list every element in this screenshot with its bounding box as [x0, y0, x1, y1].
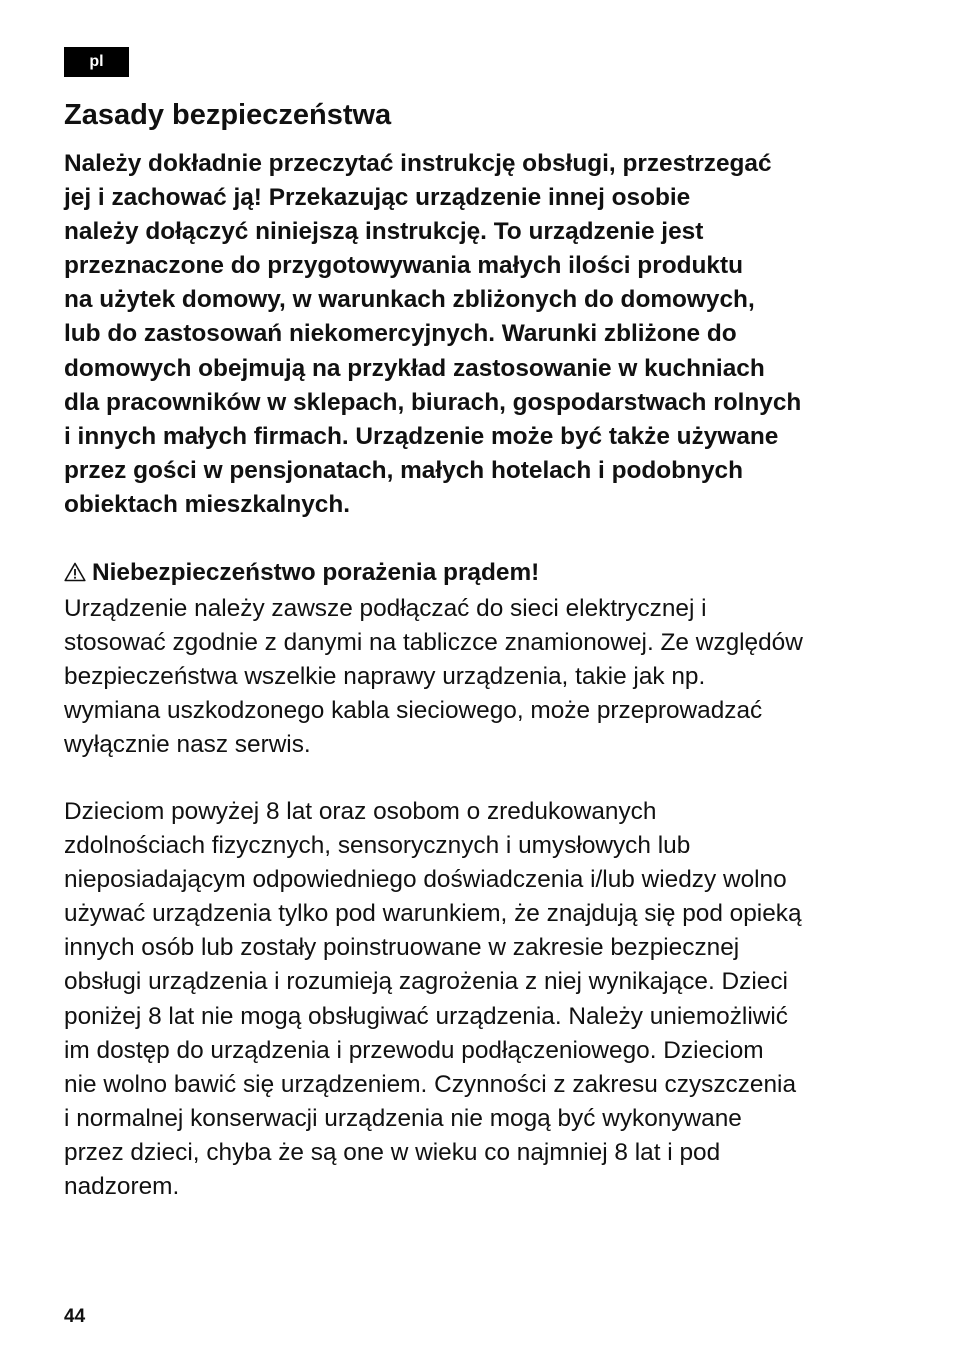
- intro-line: Należy dokładnie przeczytać instrukcję obsługi, przestrzegać: [64, 150, 772, 177]
- electric-shock-warning: [64, 556, 803, 763]
- children-line: obsługi urządzenia i rozumieją zagrożenia z niej wynikające. Dzieci: [64, 968, 788, 996]
- children-line: zdolnościach fizycznych, sensorycznych i umysłowych lub: [64, 832, 691, 860]
- intro-line: należy dołączyć niniejszą instrukcję. To urządzenie jest: [64, 218, 704, 246]
- children-line: przez dzieci, chyba że są one w wieku co najmniej 8 lat i pod: [64, 1138, 721, 1166]
- children-line: nie wolno bawić się urządzeniem. Czynności z zakresu czyszczenia: [64, 1070, 797, 1098]
- children-safety-paragraph: [64, 795, 802, 1204]
- children-line: poniżej 8 lat nie mogą obsługiwać urządzenia. Należy uniemożliwić: [64, 1002, 788, 1030]
- warning-heading-text: Niebezpieczeństwo porażenia prądem!: [92, 559, 540, 586]
- warning-line: Urządzenie należy zawsze podłączać do sieci elektrycznej i: [64, 595, 707, 623]
- intro-line: i innych małych firmach. Urządzenie może być także używane: [64, 422, 779, 450]
- page-number: 44: [64, 1306, 86, 1327]
- intro-line: obiektach mieszkalnych.: [64, 490, 351, 518]
- intro-line: lub do zastosowań niekomercyjnych. Warunki zbliżone do: [64, 320, 737, 348]
- children-line: używać urządzenia tylko pod warunkiem, że znajdują się pod opieką: [64, 900, 802, 928]
- warning-line: wymiana uszkodzonego kabla sieciowego, może przeprowadzać: [64, 697, 763, 725]
- page-title: Zasady bezpieczeństwa: [64, 99, 392, 131]
- intro-paragraph: [64, 147, 801, 522]
- warning-heading: [64, 556, 803, 592]
- intro-line: dla pracowników w sklepach, biurach, gospodarstwach rolnych: [64, 388, 802, 416]
- warning-triangle-icon: [64, 558, 86, 592]
- warning-line: stosować zgodnie z danymi na tabliczce znamionowej. Ze względów: [64, 629, 803, 657]
- warning-line: bezpieczeństwa wszelkie naprawy urządzenia, takie jak np.: [64, 663, 706, 691]
- children-line: innych osób lub zostały poinstruowane w zakresie bezpiecznej: [64, 934, 740, 962]
- intro-line: przeznaczone do przygotowywania małych ilości produktu: [64, 252, 743, 280]
- children-line: im dostęp do urządzenia i przewodu podłączeniowego. Dzieciom: [64, 1036, 764, 1064]
- children-line: Dzieciom powyżej 8 lat oraz osobom o zredukowanych: [64, 798, 657, 825]
- warning-line: wyłącznie nasz serwis.: [64, 731, 311, 759]
- children-line: nadzorem.: [64, 1173, 180, 1201]
- intro-line: domowych obejmują na przykład zastosowanie w kuchniach: [64, 354, 765, 382]
- children-line: i normalnej konserwacji urządzenia nie mogą być wykonywane: [64, 1104, 742, 1132]
- intro-line: przez gości w pensjonatach, małych hotelach i podobnych: [64, 456, 743, 484]
- intro-line: jej i zachować ją! Przekazując urządzenie innej osobie: [64, 184, 691, 212]
- children-line: nieposiadającym odpowiedniego doświadczenia i/lub wiedzy wolno: [64, 866, 787, 894]
- intro-line: na użytek domowy, w warunkach zbliżonych do domowych,: [64, 286, 755, 314]
- language-tag: pl: [64, 47, 129, 77]
